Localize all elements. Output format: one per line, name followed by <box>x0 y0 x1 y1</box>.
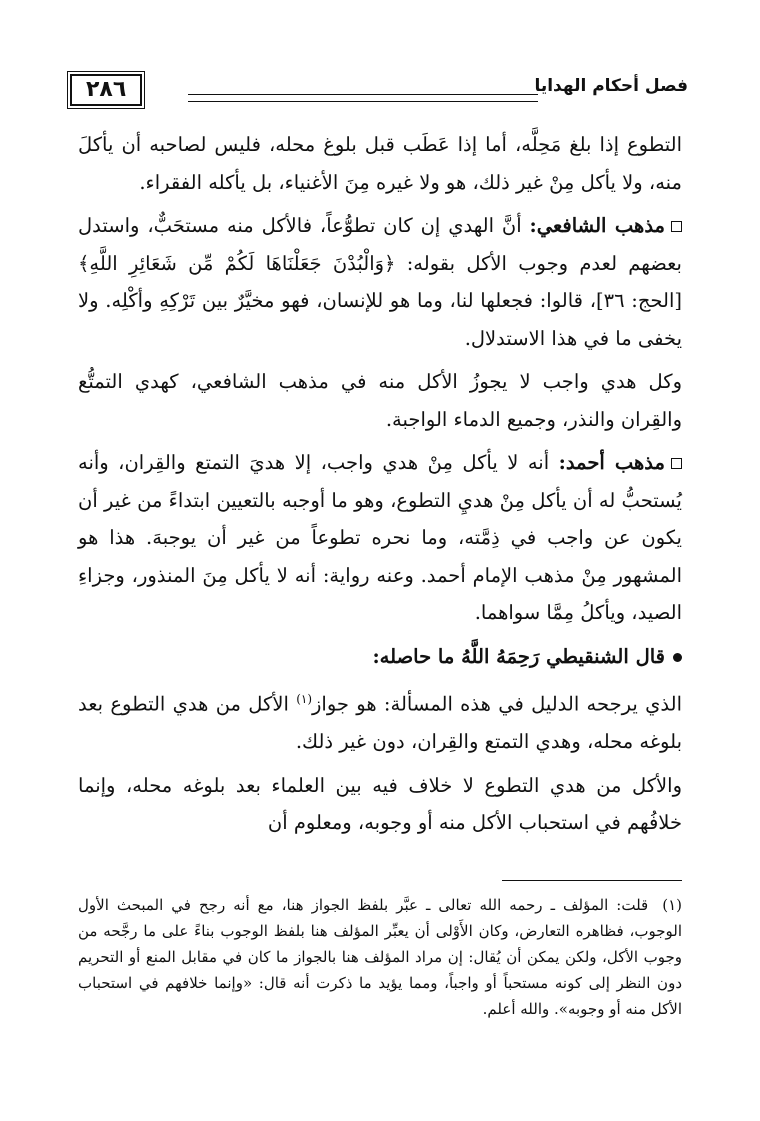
square-bullet-icon <box>671 458 682 469</box>
footnote <box>78 892 682 1022</box>
paragraph-shafii <box>78 207 682 357</box>
paragraph-ahmad <box>78 444 682 632</box>
paragraph-text: الذي يرجحه الدليل في هذه المسألة: هو جواز <box>312 692 682 716</box>
section-heading-text: قال الشنقيطي رَحِمَهُ اللَّهُ ما حاصله: <box>372 644 665 668</box>
square-bullet-icon <box>671 221 682 232</box>
header-rule <box>188 94 538 102</box>
chapter-title: فصل أحكام الهدايا <box>534 76 688 96</box>
page-number: ٢٨٦ <box>70 74 142 106</box>
paragraph: التطوع إذا بلغ مَحِلَّه، أما إذا عَطَب قبل بلوغ محله، فليس لصاحبه أن يأكلَ منه، ولا يأكل مِنْ غير ذلك، هو ولا غيره مِنَ الأغنياء، بل يأكله الفقراء. <box>78 133 682 194</box>
page-number-box <box>70 74 142 106</box>
section-heading <box>78 638 682 676</box>
round-bullet-icon <box>673 653 682 662</box>
paragraph-lead: مذهب أحمد: <box>558 451 665 474</box>
paragraph-lead: مذهب الشافعي: <box>529 214 665 237</box>
footnote-divider <box>502 880 682 881</box>
paragraph <box>78 681 682 761</box>
main-text <box>78 126 682 848</box>
footnote-number: (١) <box>662 896 682 914</box>
paragraph-text: الأكل من هدي التطوع بعد بلوغه محله، وهدي التمتع والقِران، دون غير ذلك. <box>78 692 682 753</box>
paragraph-body: أنه لا يأكل مِنْ هدي واجب، إلا هديَ التمتع والقِران، وأنه يُستحبُّ له أن يأكل مِنْ هديِ التطوع، وهو ما أوجبه بالتعيين ابتداءً من غير أن يكون عن واجب في ذِمَّته، وما نحره تطوعاً من غير أن يوجبهَ. هذا هو المشهور مِنْ مذهب الإمام أحمد. وعنه رواية: أنه لا يأكل مِنَ المنذور، وجزاءِ الصيد، ويأكلُ مِمَّا سواهما. <box>78 451 682 624</box>
page-header <box>70 74 688 108</box>
paragraph: وكل هدي واجب لا يجوزُ الأكل منه في مذهب الشافعي، كهدي التمتُّع والقِران والنذر، وجميع الدماء الواجبة. <box>78 370 682 431</box>
footnote-text: قلت: المؤلف ـ رحمه الله تعالى ـ عبَّر بلفظ الجواز هنا، مع أنه رجح في المبحث الأول الوجوب، فظاهره التعارض، وكان الأَوْلى أن يعبِّر المؤلف هنا بلفظ الوجوب بناءً على ما رجَّحه من وجوب الأكل، ولكن يمكن أن يُقال: إن مراد المؤلف هنا بالجواز ما كان في مقابل المنع أو التحريم دون النظر إلى كونه مستحباً أو واجباً، ومما يؤيد ما ذكرت أنه قال: «وإنما خلافهم في استحباب الأكل منه أو وجوبه». والله أعلم. <box>78 896 682 1018</box>
footnote-ref[interactable]: (١) <box>296 692 313 706</box>
paragraph-body: أنَّ الهدي إن كان تطوُّعاً، فالأكل منه مستحَبٌّ، واستدل بعضهم لعدم وجوب الأكل بقوله: ﴿وَالْبُدْنَ جَعَلْنَاهَا لَكُمْ مِّن شَعَائِرِ اللَّهِ﴾ [الحج: ٣٦]، قالوا: فجعلها لنا، وما هو للإنسان، فهو مخيَّرٌ بين تَرْكِهِ وأكْلِه. ولا يخفى ما في هذا الاستدلال. <box>78 214 682 350</box>
paragraph: والأكل من هدي التطوع لا خلاف فيه بين العلماء بعد بلوغه محله، وإنما خلافُهم في استحباب الأكل منه أو وجوبه، ومعلوم أن <box>78 773 682 834</box>
